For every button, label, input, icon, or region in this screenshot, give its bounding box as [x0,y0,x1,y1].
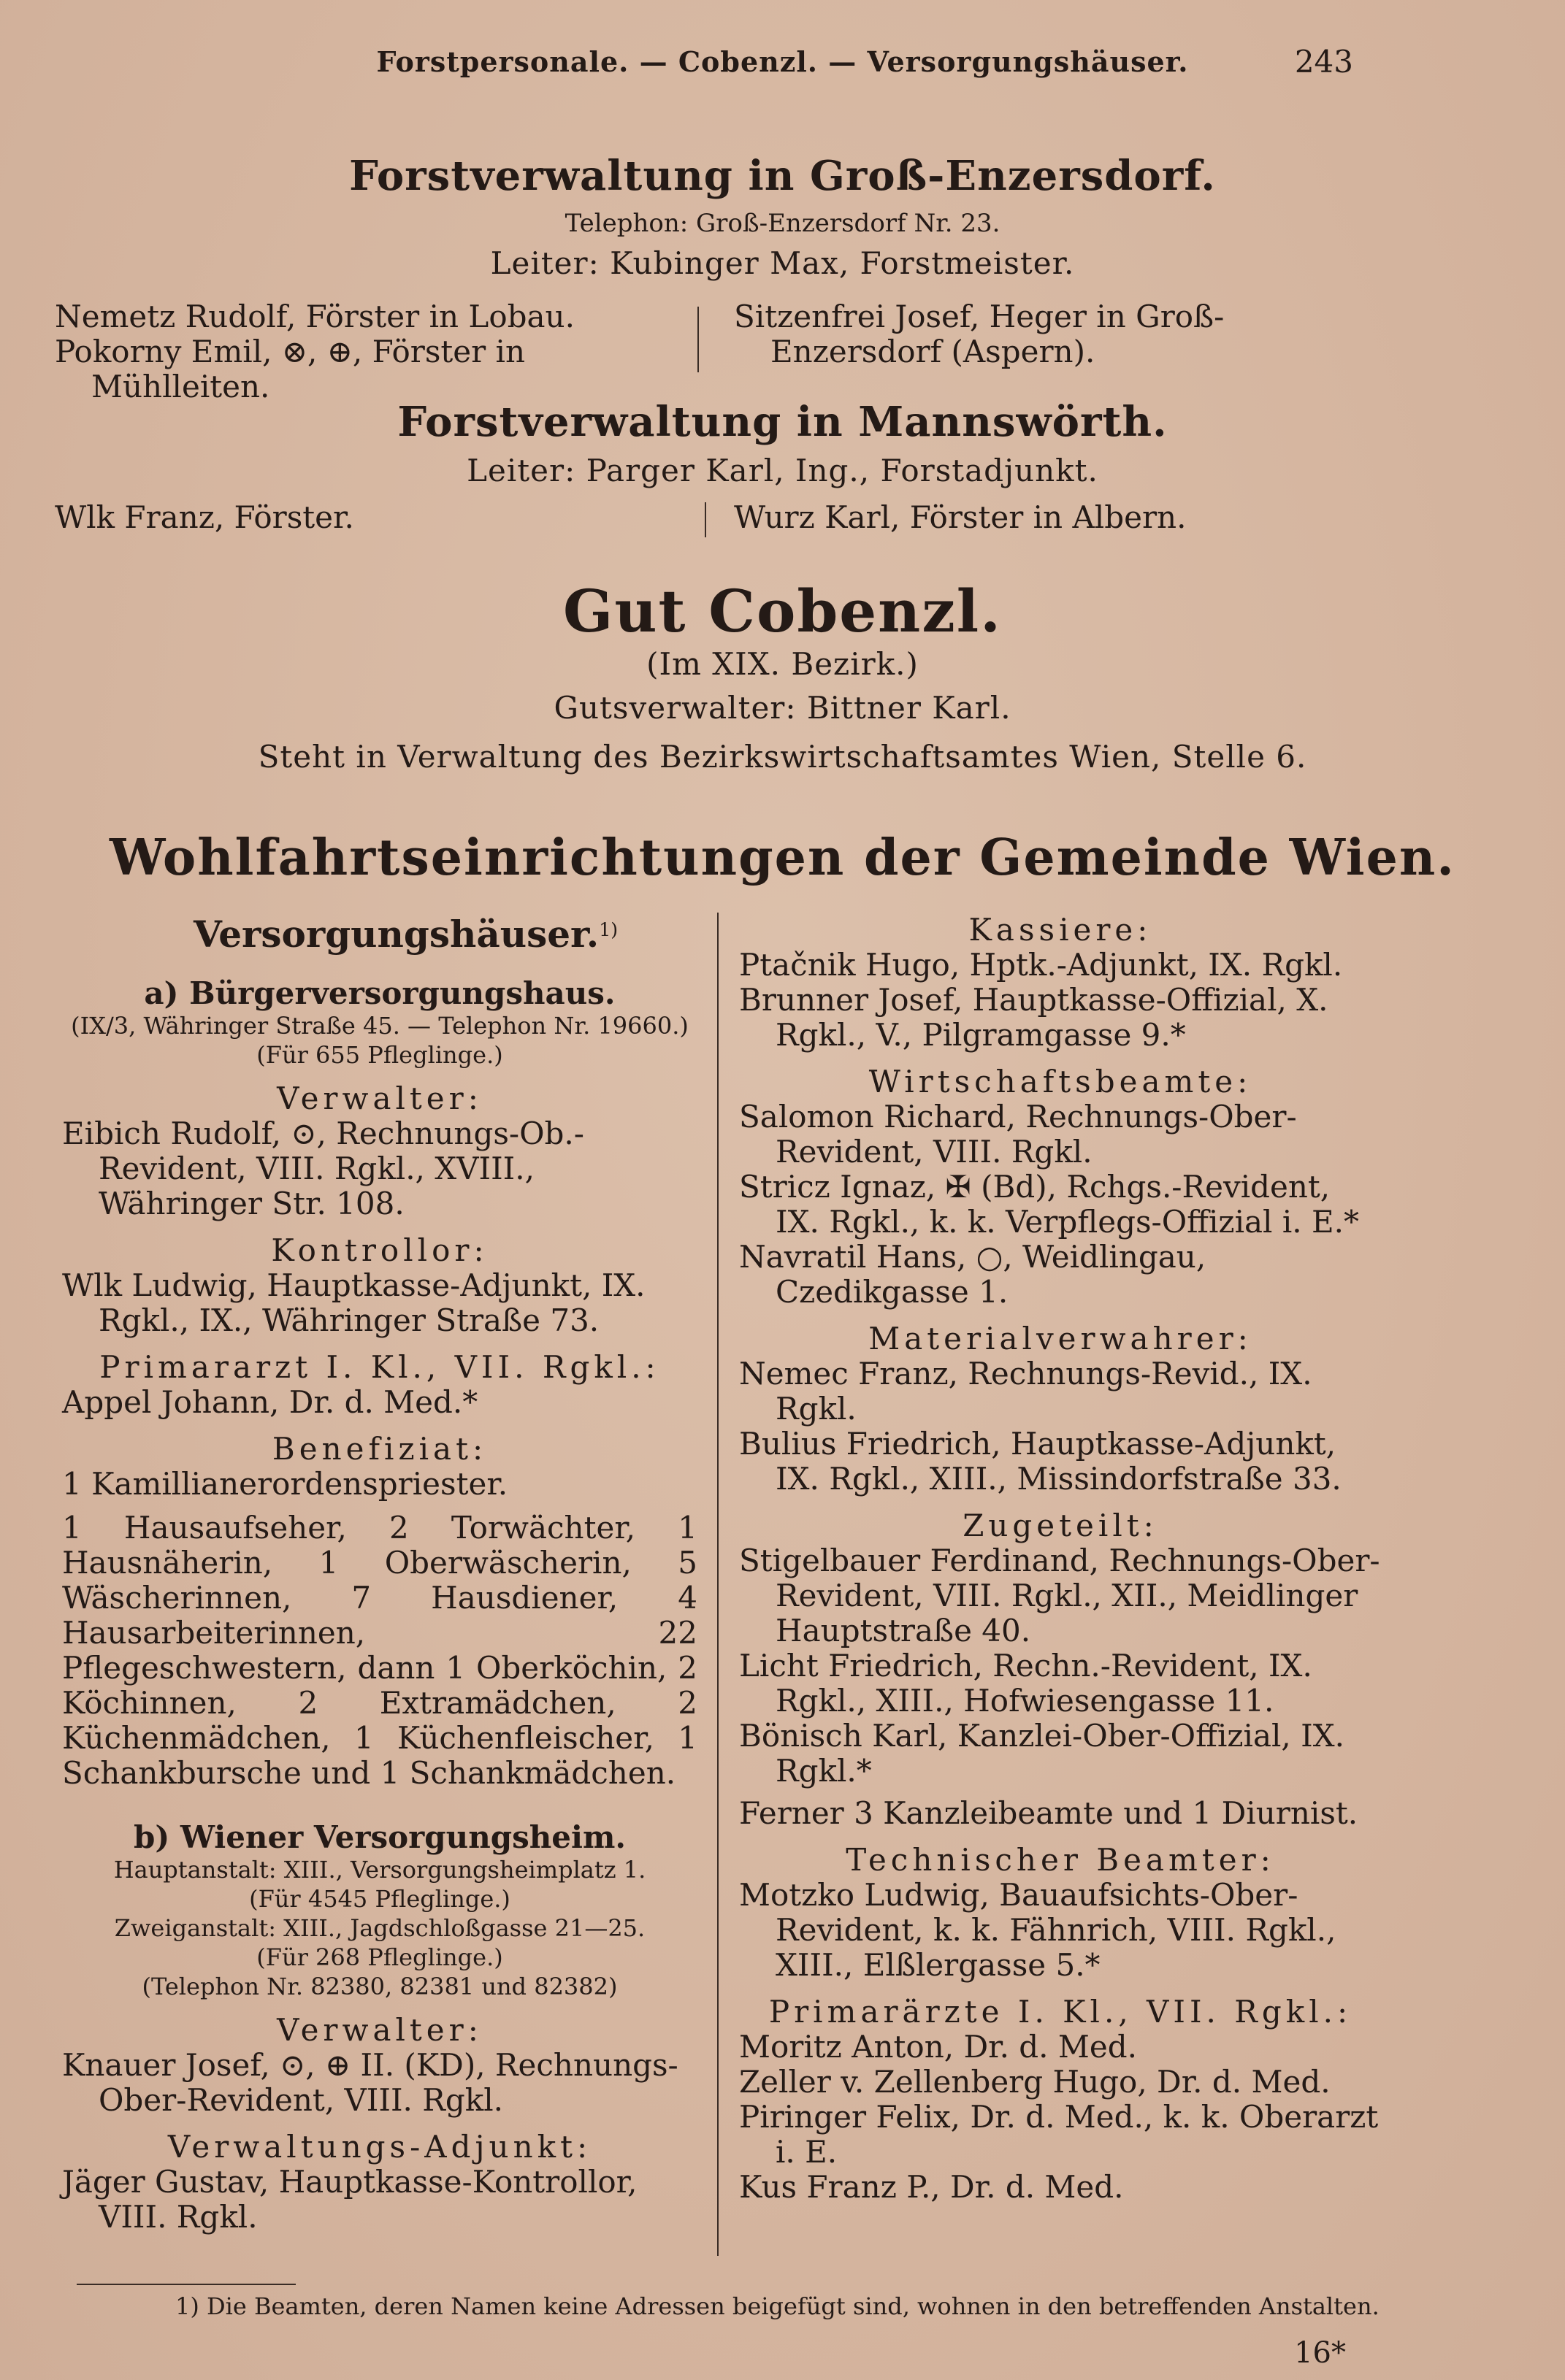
subsection-b-telephone: (Telephon Nr. 82380, 82381 und 82382) [142,1973,618,2000]
forst-entry: Pokorny Emil, ⊗, ⊕, Förster in Mühlleiten. [55,334,526,404]
running-title: Forstpersonale. — Cobenzl. — Versorgungshäuser. [376,45,1189,78]
forst-gross-telephone: Telephon: Groß-Enzersdorf Nr. 23. [565,209,1000,238]
person-entry: Eibich Rudolf, ⊙, Rechnungs-Ob.-Revident, VIII. Rgkl., XVIII., Währinger Str. 108. [62,1116,584,1221]
role-label: Kontrollor: [271,1232,489,1268]
person-entry: Zeller v. Zellenberg Hugo, Dr. d. Med. [739,2064,1331,2100]
person-entry: Brunner Josef, Hauptkasse-Offizial, X. Rgkl., V., Pilgramgasse 9.* [739,982,1328,1053]
subsection-b-title: b) Wiener Versorgungsheim. [133,1819,627,1855]
person-entry: Bönisch Karl, Kanzlei-Ober-Offizial, IX. Rgkl.* [739,1718,1344,1789]
role-label: Materialverwahrer: [868,1321,1252,1356]
person-entry: Moritz Anton, Dr. d. Med. [739,2029,1137,2065]
column-divider [717,913,719,2256]
staff-list: 1 Hausaufseher, 2 Torwächter, 1 Hausnäherin, 1 Oberwäscherin, 5 Wäscherinnen, 7 Hausdiener, 4 Hausarbeiterinnen, 22 Pflegeschwestern, dann 1 Oberköchin, 2 Köchinnen, 2 Extramädchen, 2 Küchenmädchen, 1 Küchenfleischer, 1 Schankbursche und 1 Schankmädchen. [62,1510,697,1791]
subsection-a-title: a) Bürgerversorgungshaus. [144,975,616,1011]
subsection-a-capacity: (Für 655 Pfleglinge.) [256,1041,503,1069]
person-entry: Ptačnik Hugo, Hptk.-Adjunkt, IX. Rgkl. [739,947,1343,983]
role-label: Verwalter: [277,2012,483,2048]
person-entry: Stricz Ignaz, ✠ (Bd), Rchgs.-Revident, IX. Rgkl., k. k. Verpflegs-Offizial i. E.* [739,1169,1359,1240]
forst-manns-title: Forstverwaltung in Mannswörth. [397,398,1168,446]
person-entry: Kus Franz P., Dr. d. Med. [739,2169,1124,2205]
forst-gross-left [55,299,690,404]
forst-gross-right [734,299,1377,369]
footnote-rule [77,2284,296,2285]
subsection-a-address: (IX/3, Währinger Straße 45. — Telephon Nr. 19660.) [71,1012,689,1040]
role-label: Verwalter: [277,1080,483,1116]
gut-note: Steht in Verwaltung des Bezirkswirtschaftsamtes Wien, Stelle 6. [258,739,1307,775]
role-label: Primararzt I. Kl., VII. Rgkl.: [99,1349,660,1385]
column-divider [697,307,699,372]
forst-manns-left [55,500,690,535]
role-label: Wirtschaftsbeamte: [868,1064,1252,1099]
footnote-ref: 1) [599,919,619,940]
left-column [62,913,697,2235]
person-entry: Wlk Ludwig, Hauptkasse-Adjunkt, IX. Rgkl., IX., Währinger Straße 73. [62,1267,646,1338]
person-entry: Knauer Josef, ⊙, ⊕ II. (KD), Rechnungs-Ober-Revident, VIII. Rgkl. [62,2047,678,2118]
forst-entry: Wurz Karl, Förster in Albern. [734,499,1187,535]
person-entry: Jäger Gustav, Hauptkasse-Kontrollor, VIII. Rgkl. [62,2164,638,2235]
signature-mark: 16* [1294,2336,1346,2370]
footnote: 1) Die Beamten, deren Namen keine Adressen beigefügt sind, wohnen in den betreffenden Anstalten. [175,2292,1380,2320]
forst-gross-title: Forstverwaltung in Groß-Enzersdorf. [349,152,1216,200]
forst-entry: Sitzenfrei Josef, Heger in Groß-Enzersdorf (Aspern). [734,299,1225,369]
gut-title: Gut Cobenzl. [563,577,1002,645]
forst-entry: Nemetz Rudolf, Förster in Lobau. [55,299,575,334]
role-label: Kassiere: [968,912,1152,948]
forst-entry: Wlk Franz, Förster. [55,499,354,535]
page-number: 243 [1294,44,1353,80]
role-label: Verwaltungs-Adjunkt: [167,2129,592,2165]
person-entry: Motzko Ludwig, Bauaufsichts-Ober-Revident, k. k. Fähnrich, VIII. Rgkl., XIII., Elßlergasse 5.* [739,1877,1336,1983]
person-entry: 1 Kamillianerordenspriester. [62,1466,508,1502]
section-title: Versorgungshäuser. [194,913,600,956]
role-label: Primarärzte I. Kl., VII. Rgkl.: [768,1994,1352,2030]
ferner-note: Ferner 3 Kanzleibeamte und 1 Diurnist. [739,1795,1358,1831]
person-entry: Bulius Friedrich, Hauptkasse-Adjunkt, IX. Rgkl., XIII., Missindorfstraße 33. [739,1426,1342,1497]
right-column [739,913,1382,2205]
column-divider [705,502,706,537]
role-label: Zugeteilt: [963,1508,1158,1543]
role-label: Technischer Beamter: [846,1842,1275,1878]
forst-gross-leader: Leiter: Kubinger Max, Forstmeister. [490,245,1075,281]
gut-admin: Gutsverwalter: Bittner Karl. [554,690,1011,726]
gut-district: (Im XIX. Bezirk.) [646,646,919,682]
person-entry: Salomon Richard, Rechnungs-Ober-Revident, VIII. Rgkl. [739,1099,1297,1170]
subsection-b-main-capacity: (Für 4545 Pfleglinge.) [249,1885,510,1913]
subsection-b-branch: Zweiganstalt: XIII., Jagdschloßgasse 21—25. [114,1914,646,1942]
wohlfahrt-title: Wohlfahrtseinrichtungen der Gemeinde Wien. [110,829,1455,887]
person-entry: Appel Johann, Dr. d. Med.* [62,1384,478,1420]
role-label: Benefiziat: [272,1431,488,1467]
person-entry: Navratil Hans, ○, Weidlingau, Czedikgasse 1. [739,1239,1206,1310]
person-entry: Piringer Felix, Dr. d. Med., k. k. Oberarzt i. E. [739,2099,1379,2170]
forst-manns-right [734,500,1377,535]
person-entry: Licht Friedrich, Rechn.-Revident, IX. Rgkl., XIII., Hofwiesengasse 11. [739,1648,1312,1719]
person-entry: Nemec Franz, Rechnungs-Revid., IX. Rgkl. [739,1356,1312,1427]
subsection-b-main: Hauptanstalt: XIII., Versorgungsheimplatz 1. [113,1856,646,1884]
person-entry: Stigelbauer Ferdinand, Rechnungs-Ober-Revident, VIII. Rgkl., XII., Meidlinger Hauptstraße 40. [739,1543,1380,1648]
forst-manns-leader: Leiter: Parger Karl, Ing., Forstadjunkt. [467,453,1098,488]
subsection-b-branch-capacity: (Für 268 Pfleglinge.) [256,1943,503,1971]
